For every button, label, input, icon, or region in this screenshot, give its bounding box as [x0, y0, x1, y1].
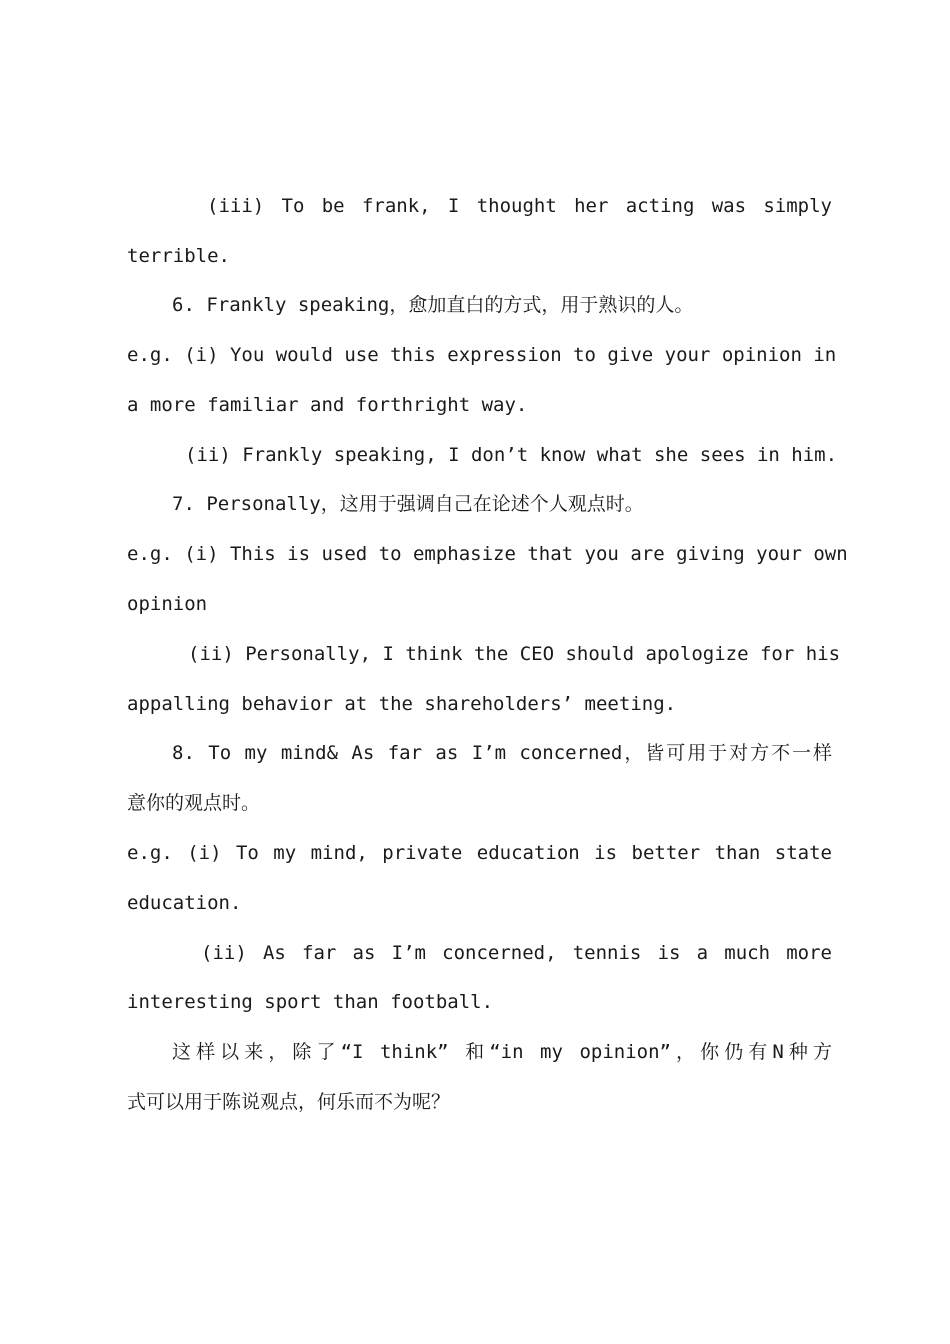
example-iii-frank-line-1: (iii) To be frank, I thought her acting was simply	[207, 195, 832, 217]
item-8-heading-line-1: 8. To my mind& As far as I’m concerned，皆可用于对方不一样	[172, 742, 832, 764]
item-8-heading-line-2: 意你的观点时。	[127, 792, 261, 814]
conclusion-line-1: 这样以来，除了“I think” 和“in my opinion”，你仍有N种方	[172, 1041, 832, 1063]
item-7-example-ii-line-2: appalling behavior at the shareholders’ meeting.	[127, 693, 677, 715]
item-7-heading: 7. Personally，这用于强调自己在论述个人观点时。	[172, 493, 644, 515]
item-8-example-ii-line-1: (ii) As far as I’m concerned, tennis is a much more	[201, 942, 832, 964]
item-6-example-ii: (ii) Frankly speaking, I don’t know what she sees in him.	[185, 444, 838, 466]
item-7-example-ii-line-1: (ii) Personally, I think the CEO should apologize for his	[188, 643, 841, 665]
item-6-example-i-line-2: a more familiar and forthright way.	[127, 394, 528, 416]
item-6-heading: 6. Frankly speaking，愈加直白的方式，用于熟识的人。	[172, 294, 694, 316]
item-7-example-i-line-2: opinion	[127, 593, 208, 615]
item-7-example-i-line-1: e.g. (i) This is used to emphasize that you are giving your own	[127, 543, 848, 565]
conclusion-line-2: 式可以用于陈说观点，何乐而不为呢？	[127, 1091, 451, 1113]
item-6-example-i-line-1: e.g. (i) You would use this expression to give your opinion in	[127, 344, 837, 366]
example-iii-frank-line-2: terrible.	[127, 245, 230, 267]
item-8-example-i-line-1: e.g. (i) To my mind, private education is better than state	[127, 842, 832, 864]
item-8-example-i-line-2: education.	[127, 892, 242, 914]
item-8-example-ii-line-2: interesting sport than football.	[127, 991, 494, 1013]
